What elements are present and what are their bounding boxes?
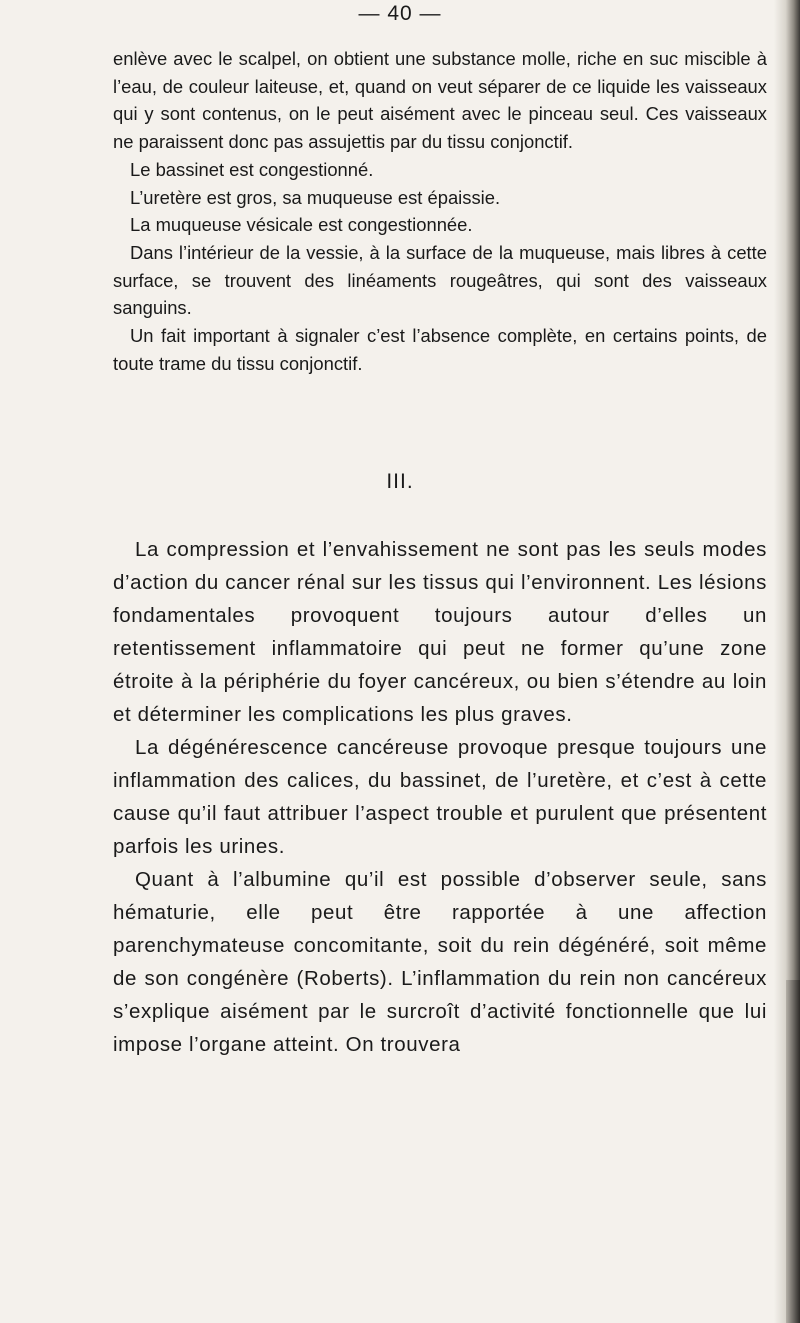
paragraph-degenerescence: La dégénérescence cancéreuse provoque presque toujours une inflammation des calices, du bassinet, de l’uretère, et c’est à cette cause qu’il faut attribuer l’aspect trouble et purulent que présentent parfois les urines.: [113, 736, 767, 858]
section-heading: III.: [386, 470, 414, 493]
page-binding-shadow-lower: [786, 980, 800, 1323]
page-number: — 40 —: [358, 2, 442, 25]
paragraph-continuation: enlève avec le scalpel, on obtient une substance molle, riche en suc miscible à l’eau, de couleur laiteuse, et, quand on veut séparer de ce liquide les vaisseaux qui y sont contenus, on le peut aisément avec le pinceau seul. Ces vaisseaux ne paraissent donc pas assujettis par du tissu conjonctif.: [113, 48, 767, 153]
paragraph-albumine: Quant à l’albumine qu’il est possible d’observer seule, sans hématurie, elle peut être rapportée à une affection parenchymateuse concomitante, soit du rein dégénéré, soit même de son congénère (Roberts). L’inflammation du rein non cancéreux s’explique aisément par le surcroît d’activité fonctionnelle que lui impose l’organe atteint. On trouvera: [113, 868, 767, 1056]
paragraph-compression: La compression et l’envahissement ne sont pas les seuls modes d’action du cancer rénal sur les tissus qui l’environnent. Les lésions fondamentales provoquent toujours autour d’elles un retentissement inflammatoire qui peut ne former qu’une zone étroite à la périphérie du foyer cancéreux, ou bien s’étendre au loin et déterminer les complications les plus graves.: [113, 538, 767, 726]
paragraph-vessie: Dans l’intérieur de la vessie, à la surface de la muqueuse, mais libres à cette surface, se trouvent des linéaments rougeâtres, qui sont des vaisseaux sanguins.: [113, 241, 767, 319]
paragraph-muqueuse-vesicale: La muqueuse vésicale est congestionnée.: [130, 214, 473, 236]
paragraph-bassinet: Le bassinet est congestionné.: [130, 158, 374, 180]
paragraph-fait-important: Un fait important à signaler c’est l’absence complète, en certains points, de toute trame du tissu conjonctif.: [113, 325, 767, 374]
section-text-block: [113, 533, 767, 1061]
paragraph-uretere: L’uretère est gros, sa muqueuse est épaissie.: [130, 186, 501, 208]
top-text-block: [113, 45, 767, 377]
